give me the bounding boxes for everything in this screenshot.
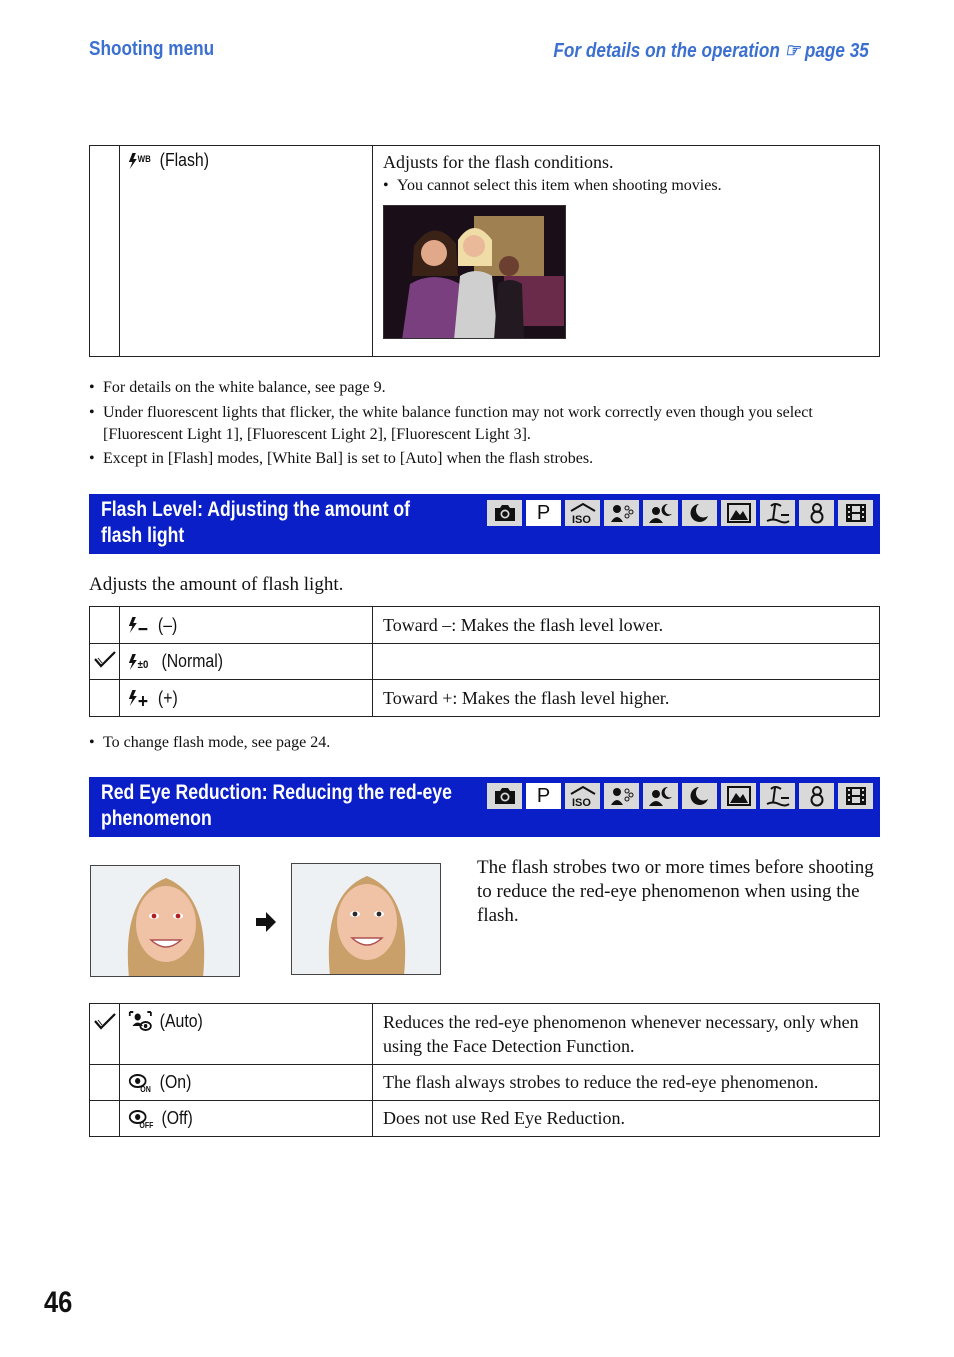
iso-label: ISO	[571, 514, 591, 524]
check-cell	[90, 1065, 120, 1101]
red-eye-title-line1: Red Eye Reduction: Reducing the red-eye	[101, 781, 452, 804]
name-cell	[120, 644, 373, 680]
check-cell	[90, 644, 120, 680]
flash-wb-label: (Flash)	[159, 150, 209, 170]
flash-minus-desc: Toward –: Makes the flash level lower.	[373, 607, 880, 644]
twilight-icon	[682, 783, 717, 809]
flash-wb-icon	[128, 152, 153, 170]
flash-wb-table	[89, 145, 880, 357]
snow-icon	[799, 783, 834, 809]
check-cell	[90, 1004, 120, 1065]
note-flash-mode: • To change flash mode, see page 24.	[89, 732, 879, 754]
flash-level-title-line2: flash light	[101, 524, 185, 547]
check-cell	[90, 146, 120, 357]
flash-wb-desc: Adjusts for the flash conditions.	[383, 152, 614, 172]
red-eye-after-photo	[291, 863, 441, 975]
default-check-icon	[94, 1012, 116, 1030]
red-eye-section-header	[89, 777, 880, 837]
flash-plus-label: (+)	[157, 687, 178, 708]
high-sensitivity-icon	[565, 500, 600, 526]
flash-level-intro: Adjusts the amount of flash light.	[89, 574, 344, 595]
default-check-icon	[94, 650, 116, 668]
name-cell	[120, 607, 373, 644]
svg-text:±0: ±0	[137, 659, 149, 671]
red-eye-table	[89, 1003, 880, 1137]
table-row	[90, 1004, 880, 1065]
beach-icon	[760, 500, 795, 526]
twilight-portrait-icon	[643, 783, 678, 809]
flash-normal-label: (Normal)	[161, 651, 224, 671]
page-number: 46	[44, 1286, 73, 1319]
movie-icon	[838, 783, 873, 809]
twilight-icon	[682, 500, 717, 526]
flash-plus-desc: Toward +: Makes the flash level higher.	[373, 680, 880, 717]
snow-icon	[799, 500, 834, 526]
name-cell	[120, 146, 373, 357]
note-white-bal-auto: • Except in [Flash] modes, [White Bal] is set to [Auto] when the flash strobes.	[89, 448, 879, 470]
name-cell	[120, 680, 373, 717]
mode-icons-row	[487, 783, 873, 809]
table-row	[90, 644, 880, 680]
flash-minus-icon	[128, 616, 151, 634]
flash-normal-desc	[373, 644, 880, 680]
table-row	[90, 146, 880, 357]
program-mode-icon	[526, 783, 561, 809]
flash-wb-note: • You cannot select this item when shooting movies.	[383, 177, 869, 195]
svg-text:ON: ON	[140, 1084, 151, 1093]
svg-text:WB: WB	[137, 153, 151, 164]
arrow-right-icon	[255, 911, 277, 933]
flash-plus-icon	[128, 689, 151, 707]
flash-photo-illustration	[384, 206, 566, 339]
desc-cell	[373, 146, 880, 357]
red-eye-auto-desc: Reduces the red-eye phenomenon whenever necessary, only when using the Face Detection Function.	[373, 1004, 880, 1065]
beach-icon	[760, 783, 795, 809]
flash-level-title	[101, 497, 420, 549]
flash-level-section-header	[89, 494, 880, 554]
note-fluorescent: • Under fluorescent lights that flicker, the white balance function may not work correctly even though you select [Fluorescent Light 1], [Fluorescent Light 2], [Fluorescent Light 3].	[89, 402, 879, 446]
face-before-illustration	[91, 866, 240, 977]
face-after-illustration	[292, 864, 441, 975]
movie-icon	[838, 500, 873, 526]
landscape-icon	[721, 500, 756, 526]
program-mode-label: P	[536, 501, 551, 524]
red-eye-off-label: (Off)	[161, 1108, 193, 1128]
note-white-balance: • For details on the white balance, see page 9.	[89, 377, 879, 399]
red-eye-on-icon	[128, 1073, 153, 1093]
camera-auto-icon	[487, 500, 522, 526]
camera-auto-icon	[487, 783, 522, 809]
twilight-portrait-icon	[643, 500, 678, 526]
name-cell	[120, 1101, 373, 1137]
check-cell	[90, 607, 120, 644]
red-eye-title-line2: phenomenon	[101, 807, 212, 830]
program-mode-label: P	[536, 784, 551, 807]
table-row	[90, 1065, 880, 1101]
red-eye-auto-icon	[128, 1010, 153, 1032]
mode-icons-row	[487, 500, 873, 526]
table-row	[90, 1101, 880, 1137]
landscape-icon	[721, 783, 756, 809]
red-eye-off-desc: Does not use Red Eye Reduction.	[373, 1101, 880, 1137]
red-eye-off-icon	[128, 1109, 154, 1129]
red-eye-on-label: (On)	[159, 1072, 192, 1092]
check-cell	[90, 680, 120, 717]
table-row	[90, 607, 880, 644]
high-sensitivity-icon	[565, 783, 600, 809]
header-details-link[interactable]: For details on the operation ☞ page 35	[553, 40, 869, 62]
flash-minus-label: (–)	[157, 614, 178, 635]
table-row	[90, 680, 880, 717]
flash-normal-icon	[128, 653, 154, 671]
check-cell	[90, 1101, 120, 1137]
header-section-title: Shooting menu	[89, 38, 215, 60]
iso-label: ISO	[571, 797, 591, 807]
red-eye-auto-label: (Auto)	[159, 1010, 203, 1031]
name-cell	[120, 1004, 373, 1065]
red-eye-intro: The flash strobes two or more times before shooting to reduce the red-eye phenomenon when using the flash.	[477, 857, 874, 926]
flash-example-photo	[383, 205, 566, 339]
svg-text:OFF: OFF	[139, 1120, 154, 1129]
flash-level-table	[89, 606, 880, 717]
red-eye-title	[101, 780, 452, 832]
soft-snap-icon	[604, 500, 639, 526]
red-eye-on-desc: The flash always strobes to reduce the red-eye phenomenon.	[373, 1065, 880, 1101]
program-mode-icon	[526, 500, 561, 526]
flash-level-title-line1: Flash Level: Adjusting the amount of	[101, 498, 411, 521]
red-eye-before-photo	[90, 865, 240, 977]
soft-snap-icon	[604, 783, 639, 809]
name-cell	[120, 1065, 373, 1101]
